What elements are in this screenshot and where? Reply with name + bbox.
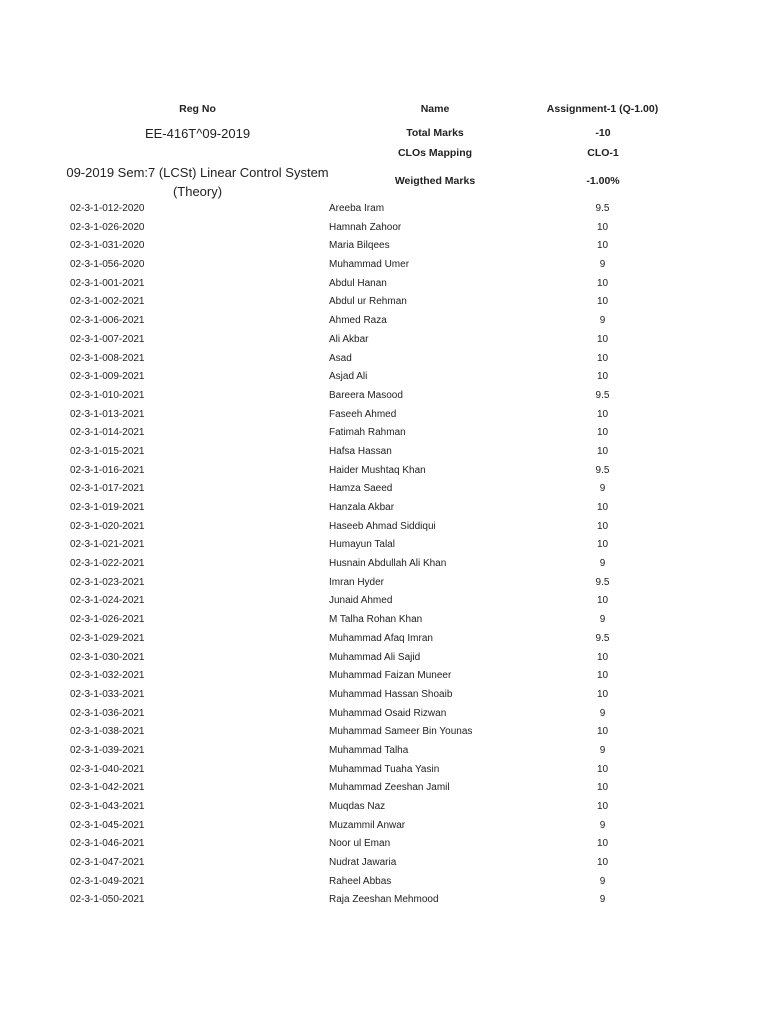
assignment-mark-cell: 9.5 [595,632,610,644]
assignment-mark-cell: 9 [599,558,606,570]
student-name-cell: Nudrat Jawaria [329,857,397,869]
table-row [0,630,768,649]
student-name-cell: Muhammad Ali Sajid [329,651,421,663]
assignment-mark-cell: 10 [596,427,609,439]
assignment-mark-cell: 10 [596,670,609,682]
reg-no-cell: 02-3-1-022-2021 [70,558,145,570]
student-name-cell: Fatimah Rahman [329,427,406,439]
table-row [0,443,768,462]
assignment-mark-cell: 10 [596,763,609,775]
reg-no-cell: 02-3-1-017-2021 [70,483,145,495]
student-name-cell: Ali Akbar [329,333,369,345]
column-header-reg-no: Reg No [179,103,216,115]
table-row [0,406,768,425]
table-row [0,219,768,238]
assignment-mark-cell: 9 [599,819,606,831]
weighted-marks-label: Weigthed Marks [394,175,476,187]
student-name-cell: Hamnah Zahoor [329,221,402,233]
reg-no-cell: 02-3-1-023-2021 [70,576,145,588]
student-name-cell: Asjad Ali [329,371,368,383]
reg-no-cell: 02-3-1-031-2020 [70,240,145,252]
total-marks-label: Total Marks [406,127,464,139]
reg-no-cell: 02-3-1-015-2021 [70,445,145,457]
table-row [0,779,768,798]
reg-no-cell: 02-3-1-030-2021 [70,651,145,663]
reg-no-cell: 02-3-1-006-2021 [70,315,145,327]
assignment-mark-cell: 10 [596,539,609,551]
assignment-mark-cell: 9 [599,875,606,887]
student-name-cell: Haseeb Ahmad Siddiqui [329,520,436,532]
reg-no-cell: 02-3-1-056-2020 [70,259,145,271]
table-row [0,835,768,854]
assignment-mark-cell: 9 [599,259,606,271]
table-row [0,555,768,574]
student-name-cell: Hamza Saeed [329,483,393,495]
student-name-cell: Muhammad Hassan Shoaib [329,688,453,700]
table-row [0,723,768,742]
student-name-cell: Ahmed Raza [329,315,387,327]
student-name-cell: Humayun Talal [329,539,395,551]
student-name-cell: Raheel Abbas [329,875,392,887]
student-name-cell: Haider Mushtaq Khan [329,464,426,476]
student-name-cell: Muzammil Anwar [329,819,406,831]
table-row [0,237,768,256]
assignment-mark-cell: 9 [599,315,606,327]
reg-no-cell: 02-3-1-036-2021 [70,707,145,719]
reg-no-cell: 02-3-1-009-2021 [70,371,145,383]
reg-no-cell: 02-3-1-021-2021 [70,539,145,551]
table-row [0,275,768,294]
table-row [0,611,768,630]
student-name-cell: Muhammad Zeeshan Jamil [329,782,450,794]
reg-no-cell: 02-3-1-001-2021 [70,277,145,289]
reg-no-cell: 02-3-1-029-2021 [70,632,145,644]
reg-no-cell: 02-3-1-043-2021 [70,801,145,812]
reg-no-cell: 02-3-1-026-2021 [70,614,145,626]
table-row [0,350,768,369]
reg-no-cell: 02-3-1-012-2020 [70,203,145,214]
assignment-mark-cell: 9 [599,744,606,756]
student-name-cell: Areeba Iram [329,203,385,214]
student-name-cell: Noor ul Eman [329,838,391,850]
student-name-cell: Maria Bilqees [329,240,390,252]
student-name-cell: Muhammad Tuaha Yasin [329,763,440,775]
assignment-mark-cell: 9.5 [595,464,610,476]
student-name-cell: Imran Hyder [329,576,385,588]
table-row [0,854,768,873]
reg-no-cell: 02-3-1-050-2021 [70,894,145,906]
student-name-cell: Muhammad Osaid Rizwan [329,707,447,719]
total-marks-value: -10 [595,127,611,139]
table-row [0,817,768,836]
assignment-mark-cell: 10 [596,502,609,513]
reg-no-cell: 02-3-1-040-2021 [70,763,145,775]
reg-no-cell: 02-3-1-047-2021 [70,857,145,869]
table-row [0,667,768,686]
table-row [0,518,768,537]
student-name-cell: Muhammad Talha [329,744,409,756]
table-row [0,387,768,406]
table-row [0,200,768,219]
table-row [0,312,768,331]
course-title: 09-2019 Sem:7 (LCSt) Linear Control System (Theory) [66,165,329,199]
student-name-cell: Junaid Ahmed [329,595,393,607]
table-row [0,462,768,481]
assignment-mark-cell: 10 [596,520,609,532]
student-name-cell: Bareera Masood [329,389,403,401]
student-name-cell: M Talha Rohan Khan [329,614,423,626]
reg-no-cell: 02-3-1-014-2021 [70,427,145,439]
reg-no-cell: 02-3-1-039-2021 [70,744,145,756]
weighted-marks-value: -1.00% [586,175,620,187]
student-name-cell: Muqdas Naz [329,801,386,812]
table-row [0,536,768,555]
assignment-mark-cell: 9 [599,707,606,719]
student-name-cell: Raja Zeeshan Mehmood [329,894,439,906]
student-name-cell: Asad [329,352,352,364]
clos-mapping-value: CLO-1 [587,147,619,159]
assignment-mark-cell: 10 [596,277,609,289]
assignment-mark-cell: 9 [599,614,606,626]
student-name-cell: Husnain Abdullah Ali Khan [329,558,447,570]
reg-no-cell: 02-3-1-024-2021 [70,595,145,607]
student-name-cell: Muhammad Afaq Imran [329,632,433,644]
course-code: EE-416T^09-2019 [144,126,251,141]
assignment-mark-cell: 9.5 [595,203,610,214]
assignment-mark-cell: 10 [596,801,609,812]
assignment-mark-cell: 10 [596,352,609,364]
assignment-mark-cell: 10 [596,651,609,663]
reg-no-cell: 02-3-1-019-2021 [70,502,145,513]
student-name-cell: Faseeh Ahmed [329,408,397,420]
table-row [0,742,768,761]
assignment-mark-cell: 9.5 [595,576,610,588]
reg-no-cell: 02-3-1-049-2021 [70,875,145,887]
assignment-mark-cell: 9.5 [595,389,610,401]
reg-no-cell: 02-3-1-038-2021 [70,726,145,738]
column-header-assignment: Assignment-1 (Q-1.00) [546,103,659,115]
student-name-cell: Muhammad Faizan Muneer [329,670,452,682]
table-row [0,368,768,387]
assignment-mark-cell: 10 [596,838,609,850]
reg-no-cell: 02-3-1-013-2021 [70,408,145,420]
table-row [0,256,768,275]
reg-no-cell: 02-3-1-046-2021 [70,838,145,850]
reg-no-cell: 02-3-1-007-2021 [70,333,145,345]
student-rows [0,200,768,910]
reg-no-cell: 02-3-1-026-2020 [70,221,145,233]
table-row [0,293,768,312]
assignment-mark-cell: 9 [599,483,606,495]
clos-mapping-label: CLOs Mapping [397,147,473,159]
table-row [0,574,768,593]
assignment-mark-cell: 10 [596,408,609,420]
table-row [0,480,768,499]
assignment-mark-cell: 10 [596,857,609,869]
assignment-mark-cell: 10 [596,333,609,345]
table-row [0,686,768,705]
assignment-mark-cell: 10 [596,445,609,457]
assignment-mark-cell: 9 [599,894,606,906]
table-row [0,499,768,518]
assignment-mark-cell: 10 [596,782,609,794]
student-name-cell: Abdul ur Rehman [329,296,407,308]
reg-no-cell: 02-3-1-016-2021 [70,464,145,476]
reg-no-cell: 02-3-1-002-2021 [70,296,145,308]
assignment-mark-cell: 10 [596,595,609,607]
assignment-mark-cell: 10 [596,726,609,738]
column-header-name: Name [420,103,450,115]
table-row [0,705,768,724]
assignment-mark-cell: 10 [596,688,609,700]
reg-no-cell: 02-3-1-032-2021 [70,670,145,682]
table-row [0,331,768,350]
student-name-cell: Hanzala Akbar [329,502,395,513]
reg-no-cell: 02-3-1-033-2021 [70,688,145,700]
student-name-cell: Muhammad Sameer Bin Younas [329,726,473,738]
student-name-cell: Muhammad Umer [329,259,410,271]
reg-no-cell: 02-3-1-020-2021 [70,520,145,532]
table-row [0,424,768,443]
table-row [0,891,768,910]
assignment-mark-cell: 10 [596,371,609,383]
table-row [0,798,768,817]
table-row [0,761,768,780]
assignment-mark-cell: 10 [596,240,609,252]
reg-no-cell: 02-3-1-042-2021 [70,782,145,794]
table-row [0,649,768,668]
reg-no-cell: 02-3-1-008-2021 [70,352,145,364]
reg-no-cell: 02-3-1-045-2021 [70,819,145,831]
student-name-cell: Hafsa Hassan [329,445,392,457]
student-name-cell: Abdul Hanan [329,277,387,289]
table-row [0,873,768,892]
table-row [0,592,768,611]
reg-no-cell: 02-3-1-010-2021 [70,389,145,401]
assignment-mark-cell: 10 [596,221,609,233]
assignment-mark-cell: 10 [596,296,609,308]
